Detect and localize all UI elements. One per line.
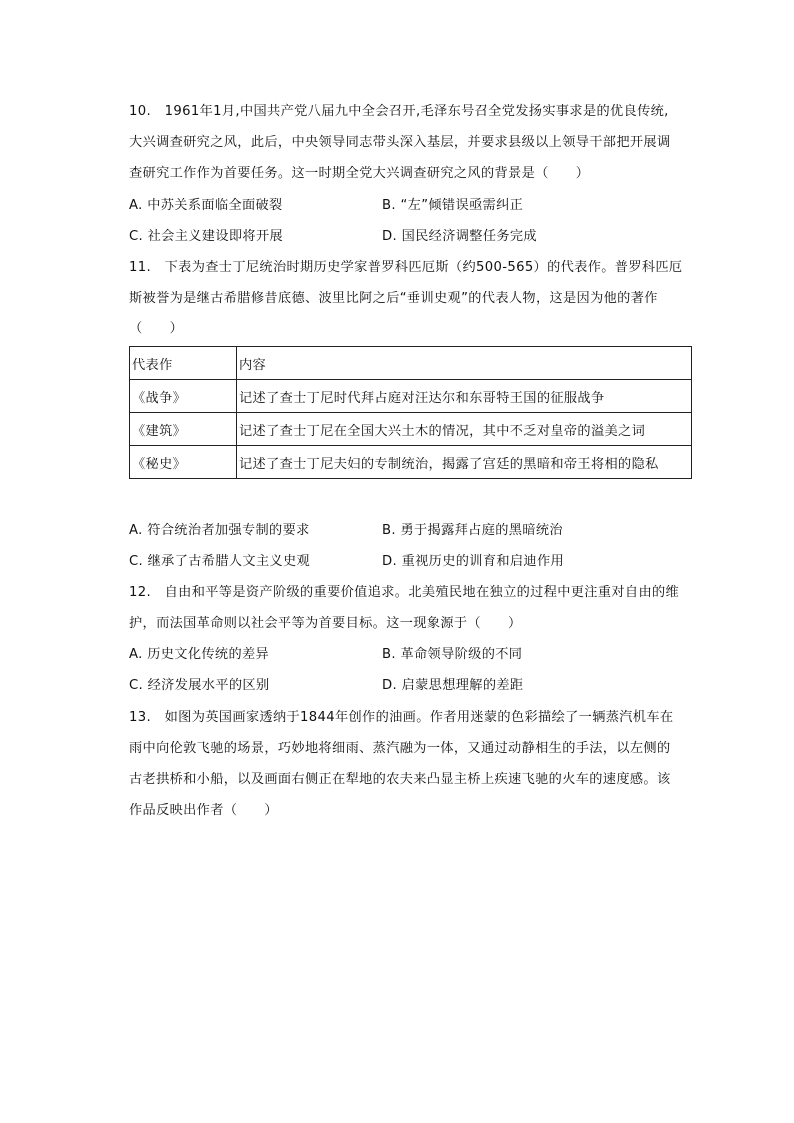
q10-option-a: A. 中苏关系面临全面破裂	[129, 198, 283, 213]
table-header-row	[130, 347, 692, 380]
q13-stem-line-1: 13. 如图为英国画家透纳于1844年创作的油画。作者用迷蒙的色彩描绘了一辆蒸汽机车在	[129, 710, 674, 725]
table-cell-work: 《建筑》	[130, 413, 237, 446]
table-row	[130, 380, 692, 413]
q12-option-b: B. 革命领导阶级的不同	[382, 647, 523, 662]
table-header-cell: 内容	[237, 347, 692, 380]
q11-stem-line-2: 斯被誉为是继古希腊修昔底德、波里比阿之后“垂训史观”的代表人物，这是因为他的著作	[129, 291, 658, 306]
q11-stem-line-3: （ ）	[129, 321, 184, 336]
q10-stem-line-1: 10. 1961年1月,中国共产党八届九中全会召开,毛泽东号召全党发扬实事求是的优良传统,	[129, 104, 669, 119]
q12-stem-line-2: 护，而法国革命则以社会平等为首要目标。这一现象源于（ ）	[129, 616, 522, 631]
q10-stem-line-3: 查研究工作作为首要任务。这一时期全党大兴调查研究之风的背景是（ ）	[129, 166, 590, 181]
q11-option-d: D. 重视历史的训育和启迪作用	[382, 554, 565, 569]
table-cell-content: 记述了查士丁尼在全国大兴土木的情况，其中不乏对皇帝的溢美之词	[237, 413, 692, 446]
q10-option-c: C. 社会主义建设即将开展	[129, 229, 284, 244]
q13-stem-line-2: 雨中向伦敦飞驰的场景，巧妙地将细雨、蒸汽融为一体，又通过动静相生的手法，以左侧的	[129, 741, 671, 756]
q11-option-c: C. 继承了古希腊人文主义史观	[129, 554, 311, 569]
q12-option-d: D. 启蒙思想理解的差距	[382, 678, 524, 693]
q10-option-b: B. “左”倾错误亟需纠正	[382, 198, 524, 213]
q12-option-a: A. 历史文化传统的差异	[129, 647, 270, 662]
q10-option-d: D. 国民经济调整任务完成	[382, 229, 537, 244]
table-cell-work: 《秘史》	[130, 446, 237, 479]
q11-stem-line-1: 11. 下表为查士丁尼统治时期历史学家普罗科匹厄斯（约500-565）的代表作。普罗科匹厄	[129, 260, 683, 275]
q13-stem-line-4: 作品反映出作者（ ）	[129, 803, 278, 818]
q11-option-a: A. 符合统治者加强专制的要求	[129, 523, 310, 538]
q10-stem-line-2: 大兴调查研究之风，此后，中央领导同志带头深入基层，并要求县级以上领导干部把开展调	[129, 135, 671, 150]
table-row	[130, 446, 692, 479]
table-cell-content: 记述了查士丁尼时代拜占庭对汪达尔和东哥特王国的征服战争	[237, 380, 692, 413]
q12-option-c: C. 经济发展水平的区别	[129, 678, 270, 693]
q12-stem-line-1: 12. 自由和平等是资产阶级的重要价值追求。北美殖民地在独立的过程中更注重对自由的维	[129, 585, 680, 600]
table-cell-work: 《战争》	[130, 380, 237, 413]
table-row	[130, 413, 692, 446]
table-header-cell: 代表作	[130, 347, 237, 380]
q13-stem-line-3: 古老拱桥和小船，以及画面右侧正在犁地的农夫来凸显主桥上疾速飞驰的火车的速度感。该	[129, 772, 671, 787]
works-table	[129, 346, 692, 479]
q11-option-b: B. 勇于揭露拜占庭的黑暗统治	[382, 523, 563, 538]
table-cell-content: 记述了查士丁尼夫妇的专制统治，揭露了宫廷的黑暗和帝王将相的隐私	[237, 446, 692, 479]
